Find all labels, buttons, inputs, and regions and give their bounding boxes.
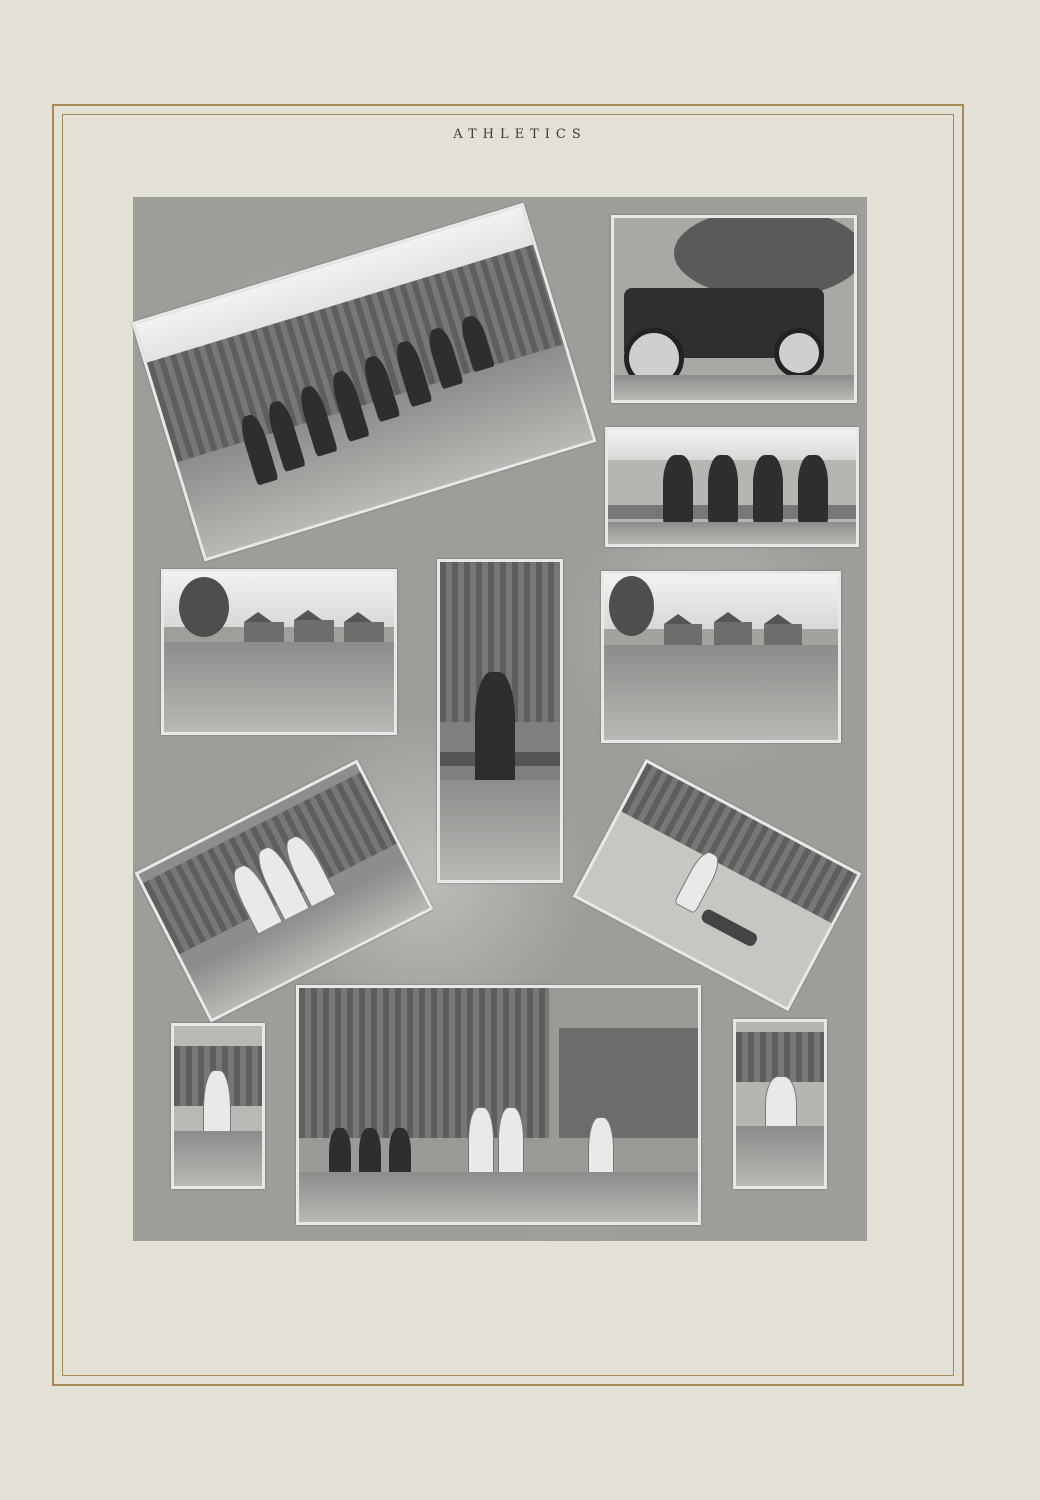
photo-four-men-bleachers [605, 427, 859, 547]
page-title: ATHLETICS [453, 127, 587, 142]
photo-seated-man [437, 559, 563, 883]
photo-players-uniforms [134, 759, 433, 1022]
photo-field-left [161, 569, 397, 735]
photo-batter-at-plate [296, 985, 701, 1225]
photo-catcher [733, 1019, 827, 1189]
photo-pitcher [171, 1023, 265, 1189]
photo-slide-at-base [573, 759, 862, 1011]
photo-collage [133, 197, 867, 1241]
photo-automobile [611, 215, 857, 403]
photo-field-right [601, 571, 841, 743]
photo-bench-crowd [131, 203, 596, 562]
